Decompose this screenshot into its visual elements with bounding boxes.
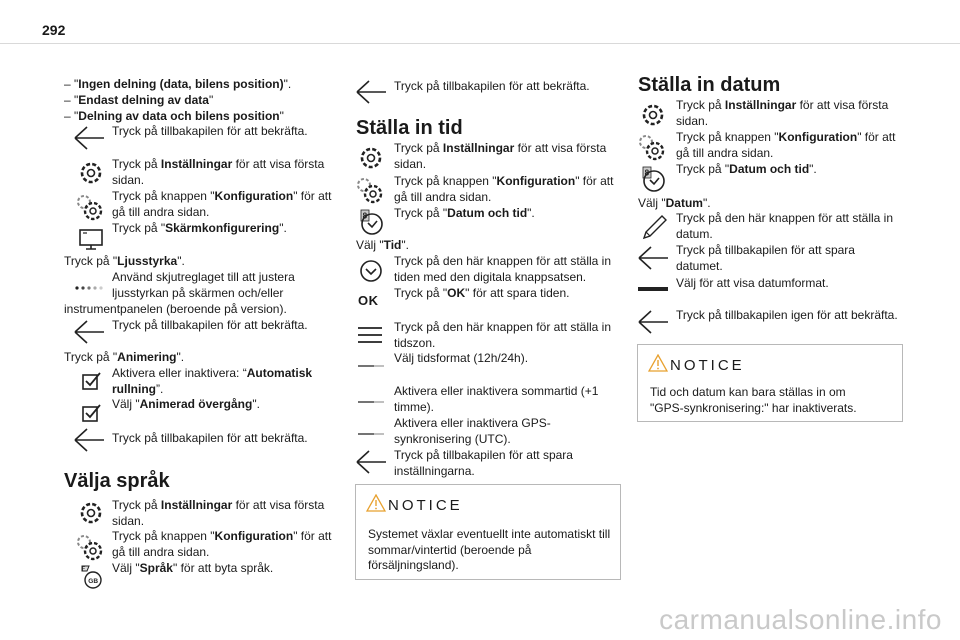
clock-icon[interactable]	[638, 164, 668, 194]
config-instruction-date: Tryck på knappen "Konfiguration" för att gå till andra sidan.	[676, 130, 896, 160]
back-arrow-icon[interactable]	[636, 244, 670, 272]
timezone-instruction: Tryck på den här knappen för att ställa in tidszon.	[394, 320, 612, 350]
back-arrow-icon[interactable]	[72, 426, 106, 454]
chevron-down-icon[interactable]	[356, 256, 386, 286]
gps-instruction: Aktivera eller inaktivera GPS- synkronisering (UTC).	[394, 416, 551, 446]
format-bar-icon[interactable]	[636, 282, 670, 296]
notice-title: NOTICE	[388, 497, 463, 514]
back-arrow-icon[interactable]	[72, 124, 106, 152]
save-date-instruction: Tryck på tillbakapilen för att spara datumet.	[676, 243, 855, 273]
brightness-instruction: Tryck på "Ljusstyrka".	[64, 254, 185, 268]
date-format-instruction: Välj för att visa datumformat.	[676, 276, 829, 290]
double-gear-icon[interactable]	[74, 192, 104, 222]
ok-instruction: Tryck på "OK" för att spara tiden.	[394, 286, 570, 300]
gear-icon[interactable]	[76, 158, 106, 188]
back-instruction-3: Tryck på tillbakapilen för att bekräfta.	[112, 431, 308, 445]
page-number: 292	[42, 22, 66, 38]
settings-instruction-date: Tryck på Inställningar för att visa första sidan.	[676, 98, 889, 128]
checkbox-icon[interactable]	[80, 370, 102, 392]
svg-text:8: 8	[644, 168, 650, 178]
gear-icon[interactable]	[356, 143, 386, 173]
brightness-slider-icon[interactable]	[74, 276, 108, 296]
pen-instruction: Tryck på den här knappen för att ställa in datum.	[676, 211, 894, 241]
gear-icon[interactable]	[76, 498, 106, 528]
config-instruction-time: Tryck på knappen "Konfiguration" för att gå till andra sidan.	[394, 174, 614, 204]
language-flag-icon[interactable]	[76, 562, 106, 592]
toggle-icon[interactable]	[356, 390, 386, 410]
slider-instruction-c: instrumentpanelen (beroende på version).	[64, 302, 287, 316]
section-heading-language: Välja språk	[64, 470, 170, 492]
choose-date: Välj "Datum".	[638, 196, 711, 210]
slider-instruction-b: ljusstyrkan på skärmen och/eller	[112, 286, 284, 300]
save-settings-instruction: Tryck på tillbakapilen för att spara inställningarna.	[394, 448, 573, 478]
back-instruction-0: Tryck på tillbakapilen för att bekräfta.	[394, 79, 590, 93]
notice-title: NOTICE	[670, 357, 745, 374]
animated-transition: Välj "Animerad övergång".	[112, 397, 260, 411]
menu-icon[interactable]	[355, 320, 385, 350]
back-again-instruction: Tryck på tillbakapilen igen för att bekräfta.	[676, 308, 898, 322]
page-header	[0, 0, 960, 44]
option-data-only: – "Endast delning av data"	[64, 93, 214, 107]
screen-config-instruction: Tryck på "Skärmkonfigurering".	[112, 221, 287, 235]
section-heading-date: Ställa in datum	[638, 74, 781, 96]
pen-icon[interactable]	[640, 212, 670, 242]
checkbox-icon[interactable]	[80, 402, 102, 424]
notice-text: Systemet växlar eventuellt inte automatiskt till sommar/vintertid (beroende på försäljningsland).	[368, 527, 611, 572]
double-gear-icon[interactable]	[636, 132, 666, 162]
section-heading-time: Ställa in tid	[356, 117, 463, 139]
watermark: carmanualsonline.info	[659, 604, 942, 635]
config-instruction-1: Tryck på knappen "Konfiguration" för att gå till andra sidan.	[112, 189, 332, 219]
back-arrow-icon[interactable]	[72, 318, 106, 346]
option-no-sharing: – "Ingen delning (data, bilens position)".	[64, 77, 292, 91]
datetime-instruction-date: Tryck på "Datum och tid".	[676, 162, 817, 176]
svg-text:F: F	[82, 566, 86, 573]
header-divider	[0, 43, 960, 44]
warning-icon	[366, 494, 386, 512]
settings-instruction-1: Tryck på Inställningar för att visa första sidan.	[112, 157, 325, 187]
config-instruction-2: Tryck på knappen "Konfiguration" för att gå till andra sidan.	[112, 529, 332, 559]
monitor-icon[interactable]	[76, 224, 106, 254]
notice-box-date	[637, 344, 903, 422]
svg-text:8: 8	[362, 211, 368, 221]
settings-instruction-time: Tryck på Inställningar för att visa första sidan.	[394, 141, 607, 171]
settings-instruction-2: Tryck på Inställningar för att visa första sidan.	[112, 498, 325, 528]
gear-icon[interactable]	[638, 100, 668, 130]
double-gear-icon[interactable]	[354, 175, 384, 205]
time-format-instruction: Välj tidsformat (12h/24h).	[394, 351, 529, 365]
back-arrow-icon[interactable]	[354, 448, 388, 476]
notice-text: Tid och datum kan bara ställas in om "GPS-synkronisering:" har inaktiverats.	[650, 385, 857, 415]
double-gear-icon[interactable]	[74, 532, 104, 562]
back-arrow-icon[interactable]	[636, 308, 670, 336]
toggle-auto-scroll: Aktivera eller inaktivera: “Automatisk rullning”.	[112, 366, 313, 396]
notice-box-time	[355, 484, 621, 580]
keypad-instruction: Tryck på den här knappen för att ställa in tiden med den digitala knappsatsen.	[394, 254, 612, 284]
datetime-instruction-time: Tryck på "Datum och tid".	[394, 206, 535, 220]
language-select: Välj "Språk" för att byta språk.	[112, 561, 274, 575]
format-bar-icon[interactable]	[356, 354, 386, 374]
back-instruction-1: Tryck på tillbakapilen för att bekräfta.	[112, 124, 308, 138]
svg-text:GB: GB	[88, 578, 99, 585]
ok-icon[interactable]: OK	[358, 293, 379, 308]
slider-instruction-a: Använd skjutreglaget till att justera	[112, 270, 295, 284]
dst-instruction: Aktivera eller inaktivera sommartid (+1 timme).	[394, 384, 599, 414]
option-data-position: – "Delning av data och bilens position"	[64, 109, 284, 123]
clock-icon[interactable]	[356, 207, 386, 237]
back-instruction-2: Tryck på tillbakapilen för att bekräfta.	[112, 318, 308, 332]
back-arrow-icon[interactable]	[354, 78, 388, 106]
toggle-icon[interactable]	[356, 424, 386, 444]
animation-instruction: Tryck på "Animering".	[64, 350, 185, 364]
choose-time: Välj "Tid".	[356, 238, 409, 252]
warning-icon	[648, 354, 668, 372]
